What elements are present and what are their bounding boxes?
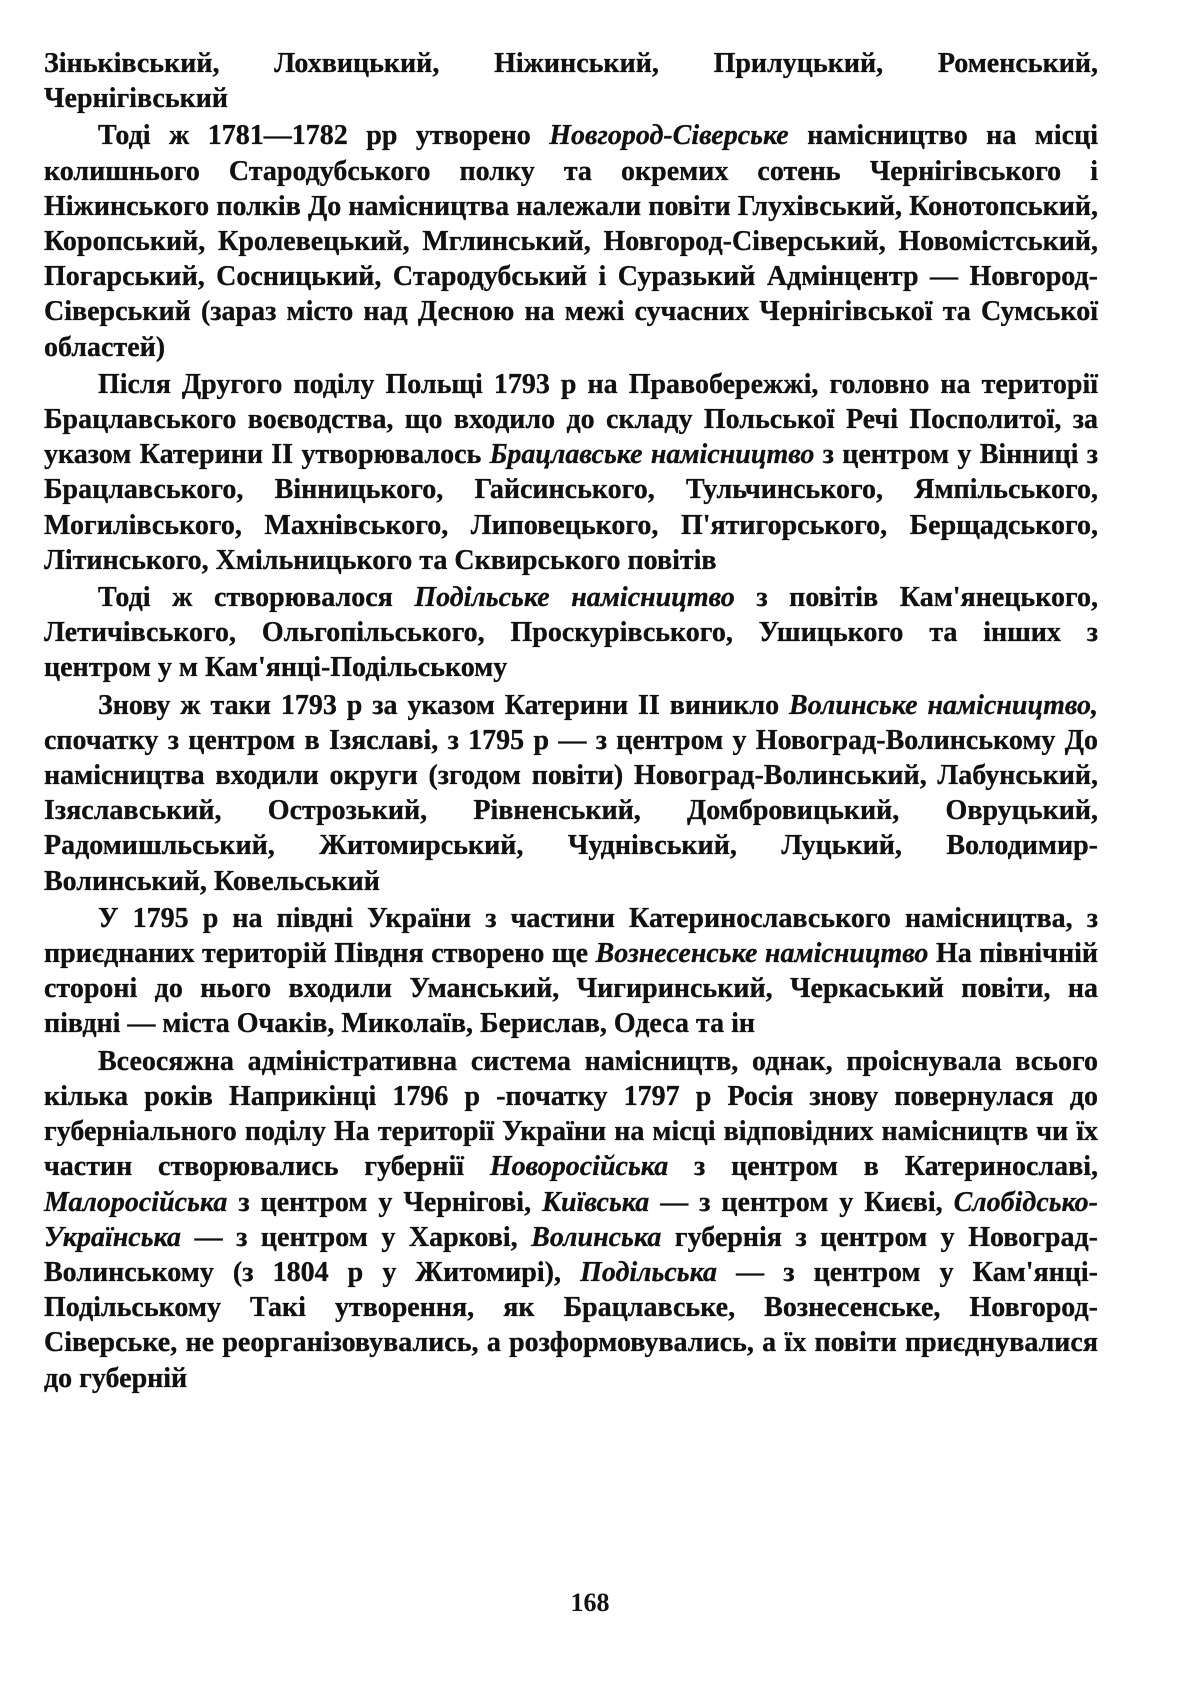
italic-term: Слобідсько-Українська [44,1186,1098,1253]
text-run: Після Другого поділу Польщі 1793 р на Правобережжі, головно на території Брацлавського воєводства, що входило до складу Польської Речі Посполитої, за указом Катерини II утворювалось [44,368,1098,471]
text-run: губернія з центром у Новоград-Волинському (з 1804 р у Житомирі), [44,1221,1098,1288]
paragraph [44,1044,1098,1396]
italic-term: Новгород-Сіверське [549,120,789,152]
text-run: з повітів Кам'янецького, Летичівського, Ольгопільського, Проскурівського, Ушицького та інших з центром у м Кам'янці-Подільському [44,582,1098,684]
text-run: з центром в Катеринославі, [668,1151,1098,1183]
text-run: Тоді ж створювалося [98,582,415,614]
text-run: спочатку з центром в Ізяславі, з 1795 р — з центром у Новоград-Волинському До намісництва входили округи (згодом повіти) Новоград-Волинський, Лабунський, Ізяславський, Острозький, Рівненський, Домбровицький, Овруцький, Радомишльський, Житомирський, Чуднівський, Луцький, Володимир-Волинський, Ковельський [44,724,1098,897]
italic-term: Волинська [531,1221,662,1253]
text-run: — з центром у Києві, [649,1186,954,1218]
italic-term: Новоросійська [489,1151,669,1183]
italic-term: Вознесенське намісництво [595,938,929,970]
text-run: У 1795 р на півдні України з частини Катеринославського намісництва, з приєднаних територій Півдня створено ще [44,902,1098,970]
paragraph [44,367,1098,578]
italic-term: Київська [542,1186,650,1218]
paragraph [44,901,1098,1042]
text-run: Всеосяжна адміністративна система намісництв, однак, проіснувала всього кілька років Наприкінці 1796 р -початку 1797 р Росія знову повернулася до губерніального поділу На території України на місці відповідних намісництв чи їх частин створювались губернії [44,1045,1098,1183]
text-run: Зіньківський, Лохвицький, Ніжинський, Прилуцький, Роменський, Чернігівський [44,48,1098,115]
page-number: 168 [570,1588,610,1617]
text-run: На північній стороні до нього входили Уманський, Чигиринський, Черкаський повіти, на півдні — міста Очаків, Миколаїв, Берислав, Одеса та ін [44,938,1099,1040]
text-run: з центром у Чернігові, [227,1186,543,1218]
paragraph [44,580,1098,686]
text-run: — з центром у Кам'янці-Подільському Такі утворення, як Брацлавське, Вознесенське, Новгород-Сіверське, не реорганізовувались, а розформовувались, а їх повіти приєднувалися до губерній [44,1256,1098,1394]
italic-term: Малоросійська [44,1186,228,1218]
italic-term: Подільське намісництво [414,582,735,614]
paragraph [44,46,1098,116]
italic-term: Волинське намісництво, [789,689,1098,721]
text-run: Знову ж таки 1793 р за указом Катерини II виникло [98,689,790,721]
italic-term: Брацлавське намісництво [489,439,815,471]
text-run: з центром у Вінниці з Брацлавського, Вінницького, Гайсинського, Тульчинського, Ямпільського, Могилівського, Махнівського, Липовецького, П'ятигорського, Берщадського, Літинського, Хмільницького та Сквирського повітів [44,439,1099,576]
text-run: — з центром у Харкові, [181,1221,532,1253]
paragraph [44,688,1098,899]
text-run: Тоді ж 1781—1782 рр утворено [98,120,550,152]
paragraph [44,118,1098,364]
italic-term: Подільська [580,1256,718,1288]
page-body [44,46,1098,1398]
text-run: намісництво на місці колишнього Стародубського полку та окремих сотень Чернігівського і Ніжинського полків До намісництва належали повіти Глухівський, Конотопський, Коропський, Кролевецький, Мглинський, Новгород-Сіверський, Новомістський, Погарський, Сосницький, Стародубський і Суразький Адмінцентр — Новгород-Сіверський (зараз місто над Десною на межі сучасних Чернігівської та Сумської областей) [44,120,1098,363]
